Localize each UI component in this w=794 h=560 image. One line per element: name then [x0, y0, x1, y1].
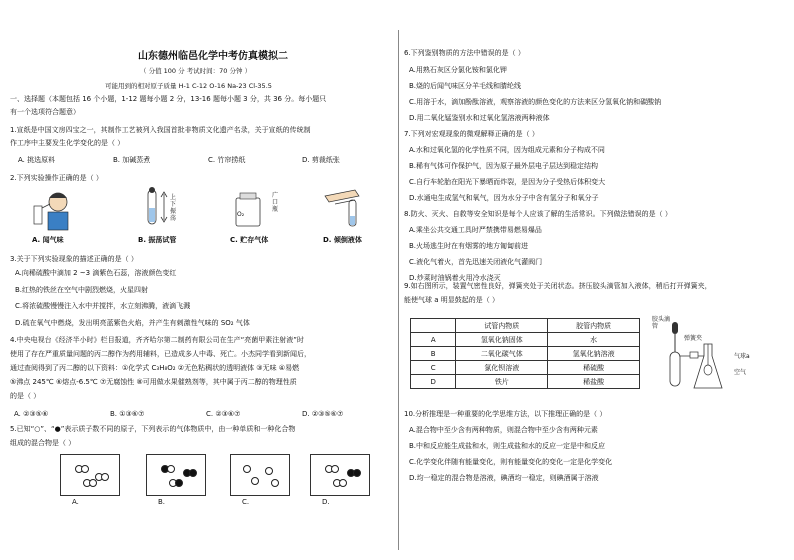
q4-option-c[interactable]: C. ②③⑥⑦	[206, 410, 241, 418]
table-header-cell	[411, 319, 456, 333]
page-title: 山东德州临邑化学中考仿真模拟二	[138, 51, 288, 62]
q1-option-d[interactable]: D. 剪裁纸张	[302, 156, 340, 164]
q6-option-d[interactable]: D.用二氧化锰鉴别水和过氧化氢溶液两种液体	[409, 114, 550, 122]
table-row[interactable]	[411, 347, 640, 361]
q5-option-d[interactable]: D.	[322, 498, 330, 506]
table-cell: 二氧化碳气体	[456, 347, 548, 361]
q9-stem-cont: 能使气球 a 明显鼓起的是（ ）	[404, 296, 499, 304]
q10-option-d[interactable]: D.均一稳定的混合物是溶液，碘酒均一稳定，则碘酒属于溶液	[409, 474, 599, 482]
q1-stem: 1.宣纸是中国文房四宝之一，其制作工艺被列入我国首批非物质文化遗产名录，关于宣纸的传统制	[10, 126, 311, 134]
q7-option-b[interactable]: B.稀有气体可作保护气，因为原子最外层电子层达到稳定结构	[409, 162, 599, 170]
table-cell: C	[411, 361, 456, 375]
shaking-test-tube-image	[128, 186, 188, 234]
section-heading: 一、选择题（本题包括 16 个小题，1-12 题每小题 2 分，13-16 题每小题 3 分，共 36 分。每小题只	[10, 95, 327, 103]
table-cell: 铁片	[456, 375, 548, 389]
dropper-label: 胶头滴管	[652, 316, 671, 330]
q3-option-b[interactable]: B.红热的铁丝在空气中剧烈燃烧，火星四射	[15, 286, 149, 294]
clamp-label: 弹簧夹	[684, 335, 703, 342]
q4-option-a[interactable]: A. ②③⑤⑥	[14, 410, 49, 418]
q10-option-c[interactable]: C.化学变化伴随有能量变化，则有能量变化的变化一定是化学变化	[409, 458, 613, 466]
q5-stem-cont: 组成的混合物是（ ）	[10, 439, 76, 447]
air-label: 空气	[734, 369, 747, 376]
q10-stem: 10.分析推理是一种重要的化学思维方法，以下推理正确的是（ ）	[404, 410, 607, 418]
pouring-liquid-image	[315, 186, 373, 232]
q4-stem-1: 4.中央电视台《经济半小时》栏目报道，齐齐哈尔第二制药有限公司在生产“亮菌甲素注射液”时	[10, 336, 304, 344]
atomic-mass-note: 可能用到的相对原子质量 H-1 C-12 O-16 Na-23 Cl-35.5	[105, 82, 272, 90]
q9-table	[410, 318, 640, 389]
o2-label: O₂	[237, 211, 245, 218]
q5-option-a[interactable]: A.	[72, 498, 79, 506]
q1-stem-cont: 作工序中主要发生化学变化的是（ ）	[10, 139, 125, 147]
smelling-gas-image	[28, 188, 73, 232]
q4-stem-3: 通过查阅得到了丙二醇的以下资料：①化学式 C₃H₈O₂ ②无色粘稠状的透明液体 ③无味 ④易燃	[10, 364, 300, 372]
q2-option-d[interactable]: D. 倾倒液体	[323, 236, 362, 244]
q6-option-a[interactable]: A.用熟石灰区分氯化铵和氯化钾	[409, 66, 507, 74]
q6-stem: 6.下列鉴别物质的方法中错误的是（ ）	[404, 49, 525, 57]
q3-option-a[interactable]: A.向稀硫酸中滴加 2 ~3 滴紫色石蕊，溶液颜色变红	[15, 269, 177, 277]
q3-option-c[interactable]: C.将浓硫酸慢慢注入水中并搅拌，水立刻沸腾，液滴飞溅	[15, 302, 191, 310]
table-cell: 氢氧化钠溶液	[548, 347, 640, 361]
q3-option-d[interactable]: D.硫在氧气中燃烧，发出明亮蓝紫色火焰，并产生有刺激性气味的 SO₂ 气体	[15, 319, 250, 327]
q2-option-b[interactable]: B. 振荡试管	[138, 236, 177, 244]
q10-option-a[interactable]: A.混合物中至少含有两种物质，则混合物中至少含有两种元素	[409, 426, 598, 434]
q8-option-a[interactable]: A.乘坐公共交通工具时严禁携带易燃易爆品	[409, 226, 542, 234]
q4-option-d[interactable]: D. ②③⑤⑥⑦	[302, 410, 344, 418]
q5-option-b[interactable]: B.	[158, 498, 166, 506]
gas-jar-image	[228, 190, 268, 230]
q10-option-b[interactable]: B.中和反应能生成盐和水，则生成盐和水的反应一定是中和反应	[409, 442, 606, 450]
column-divider	[398, 30, 399, 550]
q8-option-b[interactable]: B.火场逃生时在有烟雾的地方匍匐前进	[409, 242, 529, 250]
q5-option-c[interactable]: C.	[242, 498, 250, 506]
q8-option-c[interactable]: C.液化气着火，首先迅速关闭液化气灌阀门	[409, 258, 543, 266]
table-row[interactable]	[411, 333, 640, 347]
table-cell: D	[411, 375, 456, 389]
jar-label: 广口瓶	[272, 192, 279, 213]
section-heading-cont: 有一个选项符合题意）	[10, 108, 80, 116]
exam-meta: （ 分值 100 分 考试时间：70 分钟 ）	[140, 67, 252, 75]
table-header-cell: 试管内物质	[456, 319, 548, 333]
shake-label: 上下振荡	[170, 194, 177, 222]
table-cell: A	[411, 333, 456, 347]
q8-stem: 8.防火、灭火、自救等安全知识是每个人应该了解的生活常识。下列做法错误的是（ ）	[404, 210, 672, 218]
q7-stem: 7.下列对宏观现象的微观解释正确的是（ ）	[404, 130, 539, 138]
q2-option-c[interactable]: C. 贮存气体	[230, 236, 269, 244]
q9-stem: 9.如右图所示，装置气密性良好，弹簧夹处于关闭状态。挤压胶头滴管加入液体，稍后打开弹簧夹，	[404, 282, 712, 290]
table-cell: 稀盐酸	[548, 375, 640, 389]
q5-stem: 5.已知“○”、“●”表示质子数不同的原子，下列表示的气体物质中，由一种单质和一种化合物	[10, 425, 296, 433]
q4-stem-5: 的是（ ）	[10, 392, 41, 400]
balloon-label: 气球a	[734, 353, 750, 360]
q5-box-b	[146, 454, 206, 496]
q7-option-a[interactable]: A.水和过氧化氢的化学性质不同，因为组成元素和分子构成不同	[409, 146, 605, 154]
q5-box-c	[230, 454, 290, 496]
q7-option-d[interactable]: D.水通电生成氢气和氧气，因为水分子中含有氢分子和氧分子	[409, 194, 599, 202]
table-row[interactable]	[411, 361, 640, 375]
q4-stem-2: 使用了存在严重质量问题的丙二醇作为药用辅料，已造成多人中毒、死亡。小杰同学看到新闻后，	[10, 350, 311, 358]
table-cell: 稀硫酸	[548, 361, 640, 375]
q4-option-b[interactable]: B. ①③⑥⑦	[110, 410, 145, 418]
q1-option-a[interactable]: A. 挑选原料	[18, 156, 56, 164]
q6-option-b[interactable]: B.烧的后闻气味区分羊毛线和腈纶线	[409, 82, 522, 90]
q7-option-c[interactable]: C.自行车轮胎在阳光下暴晒而炸裂，是因为分子受热后体积变大	[409, 178, 606, 186]
table-cell: 氯化钡溶液	[456, 361, 548, 375]
q2-option-a[interactable]: A. 闻气味	[32, 236, 64, 244]
table-header-cell: 胶管内物质	[548, 319, 640, 333]
q8-option-d[interactable]: D.炒菜时油锅着火用冷水浇灭	[409, 274, 501, 282]
table-cell: 水	[548, 333, 640, 347]
q1-option-b[interactable]: B. 加碱蒸煮	[113, 156, 151, 164]
table-cell: 氢氧化钠固体	[456, 333, 548, 347]
q6-option-c[interactable]: C.用溶于水，滴加酚酞溶液，观察溶液的颜色变化的方法来区分氢氧化钠和碳酸钠	[409, 98, 662, 106]
q4-stem-4: ⑤沸点 245℃ ⑥熔点-6.5℃ ⑦无腐蚀性 ⑧可用做水果催熟剂等，其中属于丙二醇的物理性质	[10, 378, 297, 386]
q5-box-d	[310, 454, 370, 496]
q3-stem: 3.关于下列实验现象的描述正确的是（ ）	[10, 255, 138, 263]
table-cell: B	[411, 347, 456, 361]
q1-option-c[interactable]: C. 竹帘捞纸	[208, 156, 246, 164]
table-row[interactable]	[411, 375, 640, 389]
q5-box-a	[60, 454, 120, 496]
q2-stem: 2.下列实验操作正确的是（ ）	[10, 174, 103, 182]
